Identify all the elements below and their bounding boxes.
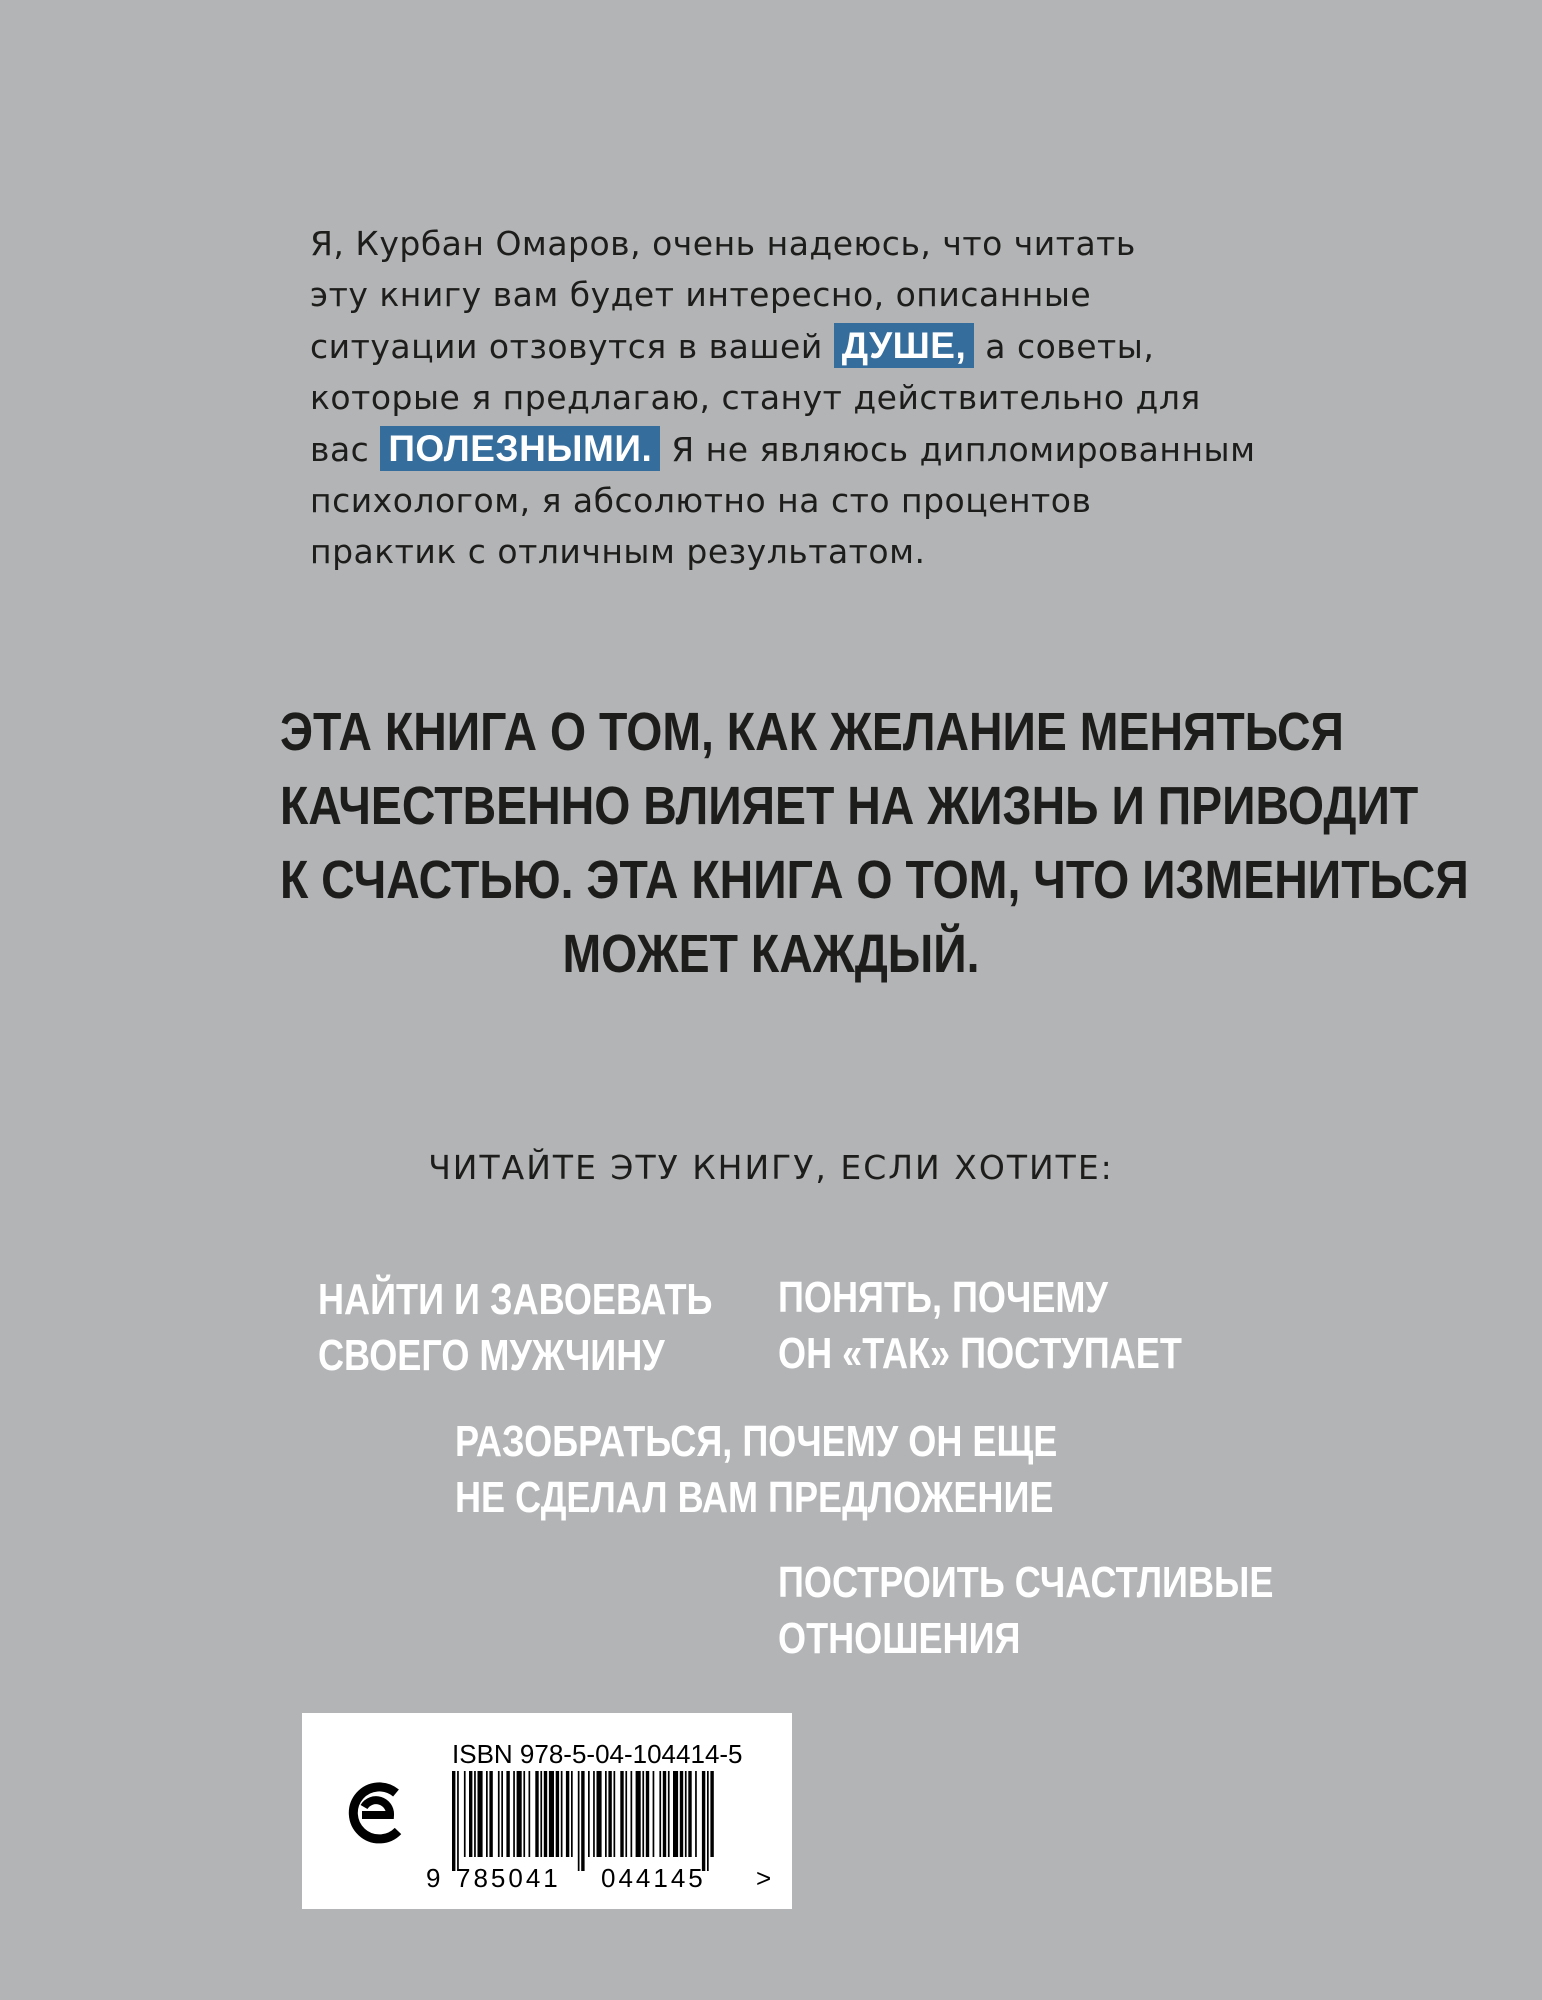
barcode [452, 1771, 772, 1871]
barcode-bar [707, 1771, 709, 1871]
intro-line: эту книгу вам будет интересно, описанные [310, 275, 1092, 314]
benefit-item [455, 1414, 1190, 1526]
statement-line: МОЖЕТ КАЖДЫЙ. [562, 924, 980, 984]
barcode-bar [489, 1771, 492, 1857]
highlight-poleznymi: ПОЛЕЗНЫМИ. [380, 426, 660, 471]
highlight-dushe: ДУШЕ, [834, 323, 974, 368]
barcode-bar [469, 1771, 472, 1857]
barcode-bar [549, 1771, 554, 1857]
barcode-bar [529, 1771, 531, 1857]
barcode-bar [631, 1771, 633, 1857]
barcode-bar [663, 1771, 666, 1857]
publisher-logo-icon [346, 1779, 408, 1849]
barcode-bar [578, 1771, 580, 1871]
barcode-bar [659, 1771, 661, 1857]
intro-text: вас [310, 430, 381, 469]
barcode-bar [614, 1771, 616, 1857]
benefit-line: ОН «ТАК» ПОСТУПАЕТ [778, 1329, 1182, 1378]
barcode-bar [597, 1771, 602, 1857]
benefit-line: ПОСТРОИТЬ СЧАСТЛИВЫЕ [778, 1558, 1274, 1607]
barcode-bar [457, 1771, 459, 1871]
intro-line: психологом, я абсолютно на сто процентов [310, 481, 1092, 520]
barcode-bar [544, 1771, 547, 1857]
barcode-bar [581, 1771, 584, 1871]
barcode-bar [478, 1771, 483, 1857]
benefit-item [778, 1555, 1382, 1667]
barcode-bar [452, 1771, 455, 1871]
read-if-heading: ЧИТАЙТЕ ЭТУ КНИГУ, ЕСЛИ ХОТИТЕ: [428, 1148, 1114, 1187]
barcode-bar [501, 1771, 503, 1857]
barcode-bar [566, 1771, 569, 1857]
barcode-bar [561, 1771, 563, 1857]
barcode-right-group: 044145 [601, 1863, 706, 1893]
benefit-item [778, 1270, 1271, 1382]
barcode-bar [673, 1771, 678, 1857]
benefit-line: НАЙТИ И ЗАВОЕВАТЬ [318, 1275, 713, 1324]
statement-line: КАЧЕСТВЕННО ВЛИЯЕТ НА ЖИЗНЬ И ПРИВОДИТ [279, 776, 1419, 836]
barcode-bar [636, 1771, 641, 1857]
barcode-bar [464, 1771, 466, 1857]
barcode-bar [653, 1771, 655, 1857]
benefit-line: ОТНОШЕНИЯ [778, 1614, 1021, 1663]
barcode-bar [474, 1771, 476, 1857]
barcode-bar [540, 1771, 542, 1857]
barcode-bar [506, 1771, 509, 1857]
statement-line: ЭТА КНИГА О ТОМ, КАК ЖЕЛАНИЕ МЕНЯТЬСЯ [279, 702, 1344, 762]
barcode-quiet-mark: > [756, 1863, 775, 1893]
barcode-bar [605, 1771, 607, 1857]
intro-line: которые я предлагаю, станут действительно для [310, 378, 1201, 417]
isbn-text: ISBN 978-5-04-104414-5 [452, 1739, 743, 1769]
barcode-bar [680, 1771, 683, 1857]
barcode-bar [556, 1771, 559, 1857]
barcode-bar [523, 1771, 525, 1857]
barcode-bar [625, 1771, 627, 1857]
barcode-bar [593, 1771, 595, 1857]
statement-line: К СЧАСТЬЮ. ЭТА КНИГА О ТОМ, ЧТО ИЗМЕНИТЬСЯ [279, 850, 1469, 910]
barcode-bar [486, 1771, 488, 1857]
intro-text: а советы, [974, 327, 1155, 366]
barcode-first-digit: 9 [426, 1863, 444, 1893]
barcode-bar [498, 1771, 500, 1857]
barcode-bar [688, 1771, 691, 1857]
intro-line [310, 320, 1290, 372]
barcode-bar [535, 1771, 538, 1857]
intro-line: практик с отличным результатом. [310, 532, 926, 571]
intro-text: Я не являюсь дипломированным [660, 430, 1256, 469]
benefit-line: РАЗОБРАТЬСЯ, ПОЧЕМУ ОН ЕЩЕ [455, 1417, 1058, 1466]
barcode-bar [646, 1771, 649, 1857]
intro-paragraph [310, 218, 1290, 577]
barcode-bar [513, 1771, 515, 1857]
intro-line [310, 423, 1290, 475]
barcode-bar [608, 1771, 611, 1857]
barcode-bar [668, 1771, 670, 1857]
intro-text: ситуации отзовутся в вашей [310, 327, 834, 366]
barcode-bar [685, 1771, 687, 1857]
barcode-bar [620, 1771, 623, 1857]
barcode-bar [702, 1771, 705, 1871]
barcode-left-group: 785041 [456, 1863, 561, 1893]
barcode-bar [710, 1771, 713, 1857]
main-statement [200, 695, 1469, 991]
barcode-bar [571, 1771, 573, 1857]
barcode-bar [642, 1771, 644, 1857]
benefit-item [318, 1272, 799, 1384]
barcode-panel [302, 1713, 792, 1909]
intro-line: Я, Курбан Омаров, очень надеюсь, что читать [310, 224, 1136, 263]
benefit-line: СВОЕГО МУЖЧИНУ [318, 1331, 665, 1380]
barcode-bar [695, 1771, 697, 1857]
barcode-bar [588, 1771, 590, 1857]
barcode-bar [517, 1771, 522, 1857]
benefit-line: ПОНЯТЬ, ПОЧЕМУ [778, 1273, 1108, 1322]
benefit-line: НЕ СДЕЛАЛ ВАМ ПРЕДЛОЖЕНИЕ [455, 1473, 1054, 1522]
